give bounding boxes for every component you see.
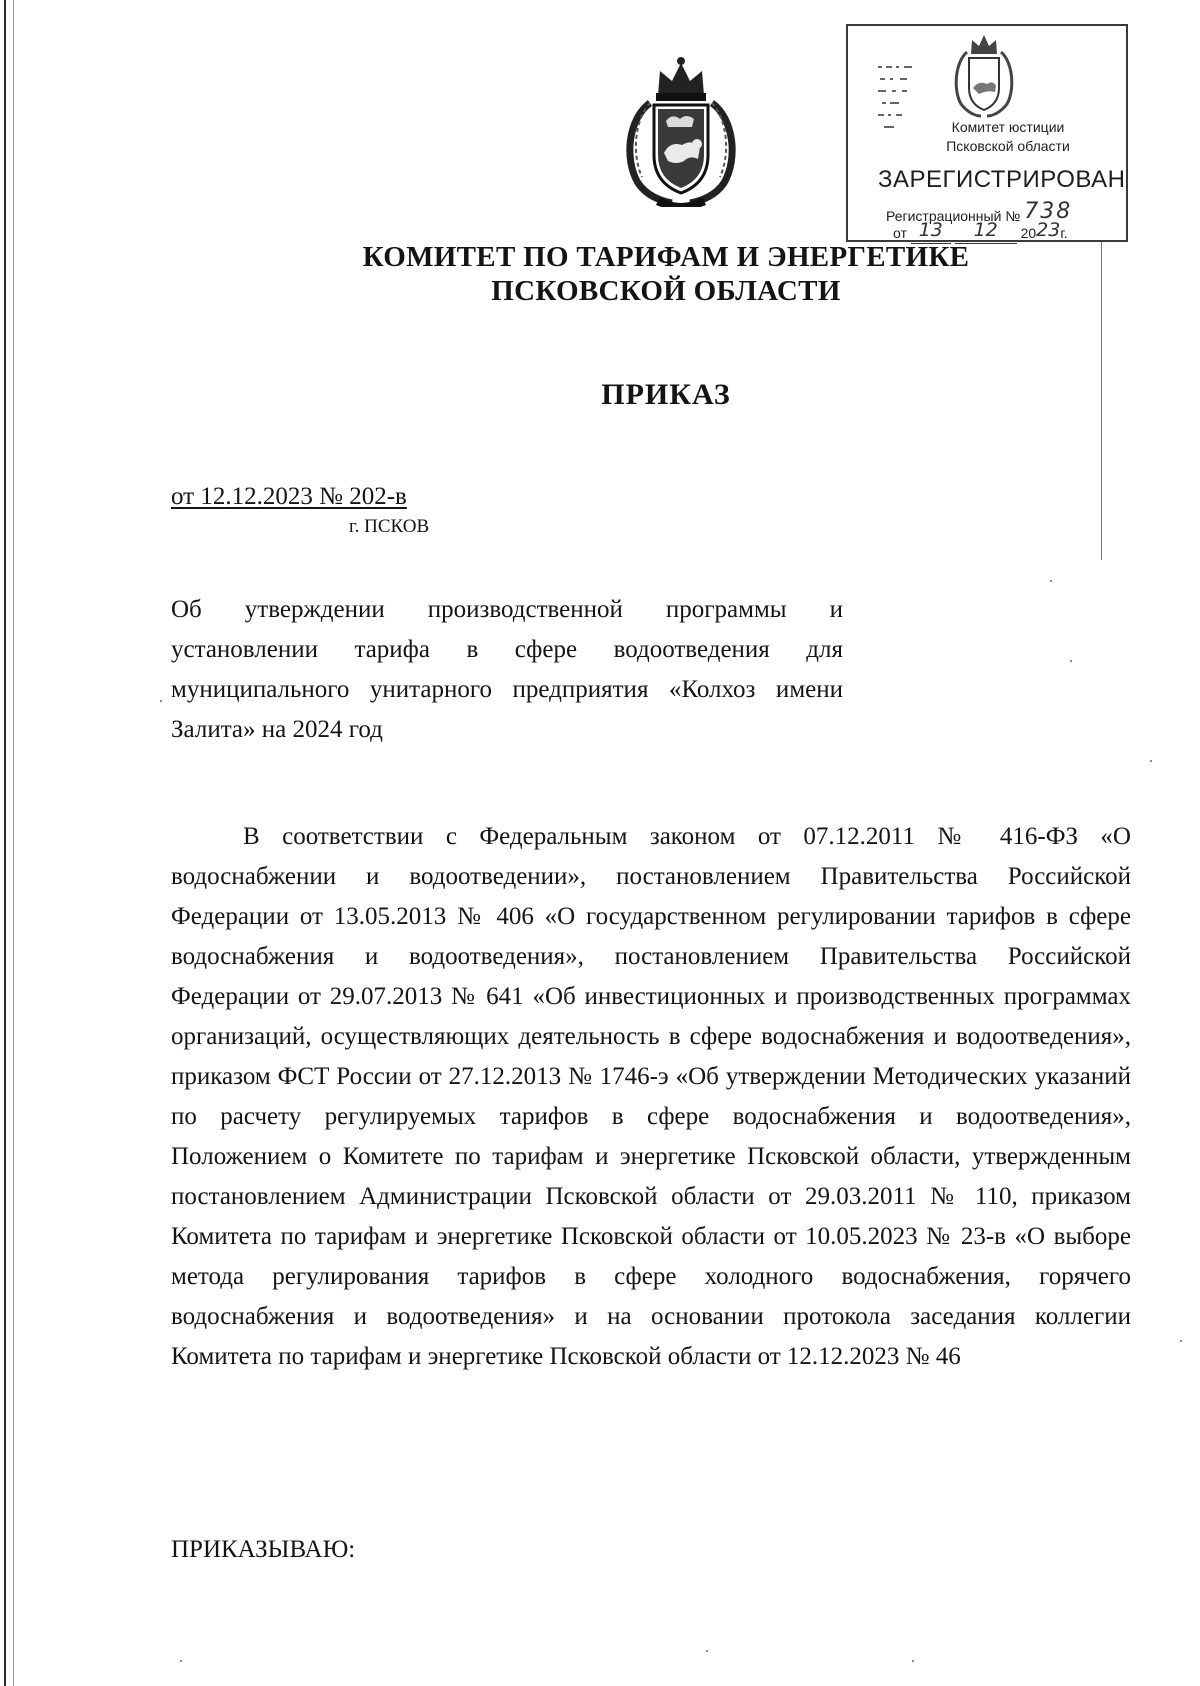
order-city: г. ПСКОВ	[349, 516, 430, 537]
stamp-date-year-prefix: 20	[1020, 225, 1037, 241]
scan-speck	[1180, 1340, 1182, 1342]
organization-title-line1: КОМИТЕТ ПО ТАРИФАМ И ЭНЕРГЕТИКЕ	[362, 241, 970, 273]
order-date-number-text: от 12.12.2023 № 202-в	[171, 483, 407, 510]
organization-title	[300, 240, 1032, 308]
stamp-date-prefix: от	[893, 225, 907, 241]
order-directive: ПРИКАЗЫВАЮ:	[171, 1536, 356, 1563]
coat-of-arms-emblem	[620, 55, 742, 207]
stamp-reg-number: 738	[1024, 199, 1073, 224]
scan-speck	[912, 1660, 914, 1662]
scan-speck	[1070, 660, 1072, 662]
stamp-organization-line1: Комитет юстиции	[951, 119, 1065, 135]
stamp-status: ЗАРЕГИСТРИРОВАН	[878, 166, 1126, 193]
registration-stamp	[846, 24, 1128, 242]
scan-edge-line-secondary	[13, 0, 14, 1686]
order-preamble: В соответствии с Федеральным законом от 07.12.2011 № 416-ФЗ «О водоснабжении и водоотведении», постановлением Правительства Российской Федерации от 13.05.2013 № 406 «О государственном регулировании тарифов в сфере водоснабжения и водоотведения», постановлением Правительства Российской Федерации от 29.07.2013 № 641 «Об инвестиционных и производственных программах организаций, осуществляющих деятельность в сфере водоснабжения и водоотведения», приказом ФСТ России от 27.12.2013 № 1746-э «Об утверждении Методических указаний по расчету регулируемых тарифов в сфере водоснабжения и водоотведения», Положением о Комитете по тарифам и энергетике Псковской области, утвержденным постановлением Администрации Псковской области от 29.03.2011 № 110, приказом Комитета по тарифам и энергетике Псковской области от 10.05.2023 № 23-в «О выборе метода регулирования тарифов в сфере холодного водоснабжения, горячего водоснабжения и водоотведения» и на основании протокола заседания коллегии Комитета по тарифам и энергетике Псковской области от 12.12.2023 № 46	[171, 823, 1131, 1370]
stamp-emblem-icon	[951, 32, 1017, 118]
stamp-date-month: 12	[973, 219, 998, 241]
stamp-reg-number-label: Регистрационный №	[886, 208, 1021, 224]
stamp-date-day: 13	[918, 219, 943, 241]
order-date-number	[171, 483, 407, 511]
scan-speck	[1050, 580, 1052, 582]
scan-edge-line	[4, 0, 6, 1686]
order-subject: Об утверждении производственной программы и установлении тарифа в сфере водоотведения для муниципального унитарного предприятия «Колхоз имени Залита» на 2024 год	[171, 596, 843, 743]
scan-speck	[180, 1660, 182, 1662]
stamp-date-year-suffix: 23	[1036, 219, 1061, 241]
organization-title-line2: ПСКОВСКОЙ ОБЛАСТИ	[491, 275, 841, 307]
document-type-title: ПРИКАЗ	[601, 378, 731, 411]
scan-artifact-line	[1101, 230, 1102, 560]
scan-speck	[160, 700, 162, 702]
scan-speck	[706, 1650, 708, 1652]
scan-speck	[1150, 760, 1152, 762]
stamp-organization	[908, 118, 1108, 156]
stamp-date-suffix: г.	[1060, 225, 1068, 241]
stamp-organization-line2: Псковской области	[946, 138, 1070, 154]
